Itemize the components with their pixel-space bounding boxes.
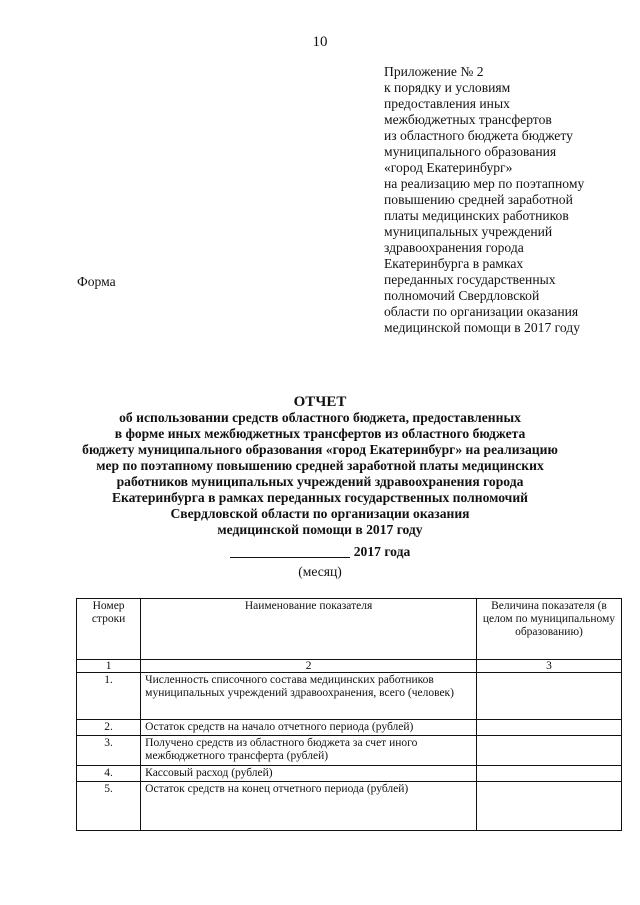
appendix-line: предоставления иных: [384, 96, 510, 111]
reporting-period: [0, 543, 640, 560]
appendix-line: муниципальных учреждений: [384, 224, 553, 239]
row-indicator-name: Кассовый расход (рублей): [141, 766, 477, 782]
report-subtitle: [60, 410, 580, 538]
row-indicator-name: Остаток средств на конец отчетного периода (рублей): [141, 782, 477, 831]
row-value-cell[interactable]: [476, 782, 621, 831]
header-indicator-value: Величина показателя (в целом по муниципальному образованию): [476, 599, 621, 660]
appendix-line: муниципального образования: [384, 144, 557, 159]
table-row: [77, 720, 622, 736]
subtitle-line: Свердловской области по организации оказания: [170, 506, 470, 521]
subtitle-line: бюджету муниципального образования «город Екатеринбург» на реализацию: [82, 442, 558, 457]
subtitle-line: работников муниципальных учреждений здравоохранения города: [116, 474, 524, 489]
subtitle-line: медицинской помощи в 2017 году: [217, 522, 423, 537]
appendix-line: медицинской помощи в 2017 году: [384, 320, 581, 335]
table-header-row: [77, 599, 622, 660]
subtitle-line: мер по поэтапному повышению средней заработной платы медицинских: [96, 458, 544, 473]
appendix-line: Екатеринбурга в рамках: [384, 256, 524, 271]
table-row: [77, 736, 622, 766]
row-number: 1.: [77, 673, 141, 720]
appendix-line: на реализацию мер по поэтапному: [384, 176, 585, 191]
period-caption: (месяц): [298, 564, 342, 579]
page-number: 10: [312, 34, 328, 50]
row-number: 3.: [77, 736, 141, 766]
row-indicator-name: Численность списочного состава медицинских работников муниципальных учреждений здравоохранения, всего (человек): [141, 673, 477, 720]
appendix-header: [384, 64, 634, 336]
form-label: Форма: [77, 274, 116, 289]
appendix-line: из областного бюджета бюджету: [384, 128, 573, 143]
table-row: [77, 766, 622, 782]
appendix-line: к порядку и условиям: [384, 80, 511, 95]
header-indicator-name: Наименование показателя: [141, 599, 477, 660]
appendix-line: платы медицинских работников: [384, 208, 569, 223]
subtitle-line: Екатеринбурга в рамках переданных государственных полномочий: [111, 490, 528, 505]
appendix-line: «город Екатеринбург»: [384, 160, 513, 175]
report-title: ОТЧЕТ: [293, 394, 347, 410]
report-table: [76, 598, 622, 831]
row-value-cell[interactable]: [476, 720, 621, 736]
table-row: [77, 782, 622, 831]
appendix-line: здравоохранения города: [384, 240, 524, 255]
row-value-cell[interactable]: [476, 766, 621, 782]
index-cell: 3: [476, 660, 621, 673]
appendix-line: области по организации оказания: [384, 304, 579, 319]
appendix-line: полномочий Свердловской: [384, 288, 540, 303]
period-year: 2017 года: [353, 544, 411, 559]
table-row: [77, 673, 622, 720]
index-cell: 1: [77, 660, 141, 673]
month-blank-line[interactable]: [230, 543, 350, 558]
appendix-line: межбюджетных трансфертов: [384, 112, 552, 127]
index-cell: 2: [141, 660, 477, 673]
table-index-row: [77, 660, 622, 673]
header-row-number: Номер строки: [77, 599, 141, 660]
appendix-line: Приложение № 2: [384, 64, 484, 79]
row-indicator-name: Получено средств из областного бюджета за счет иного межбюджетного трансферта (рублей): [141, 736, 477, 766]
subtitle-line: об использовании средств областного бюджета, предоставленных: [119, 410, 521, 425]
row-value-cell[interactable]: [476, 673, 621, 720]
row-number: 5.: [77, 782, 141, 831]
subtitle-line: в форме иных межбюджетных трансфертов из областного бюджета: [114, 426, 526, 441]
row-value-cell[interactable]: [476, 736, 621, 766]
appendix-line: повышению средней заработной: [384, 192, 573, 207]
row-number: 4.: [77, 766, 141, 782]
row-indicator-name: Остаток средств на начало отчетного периода (рублей): [141, 720, 477, 736]
appendix-line: переданных государственных: [384, 272, 556, 287]
row-number: 2.: [77, 720, 141, 736]
